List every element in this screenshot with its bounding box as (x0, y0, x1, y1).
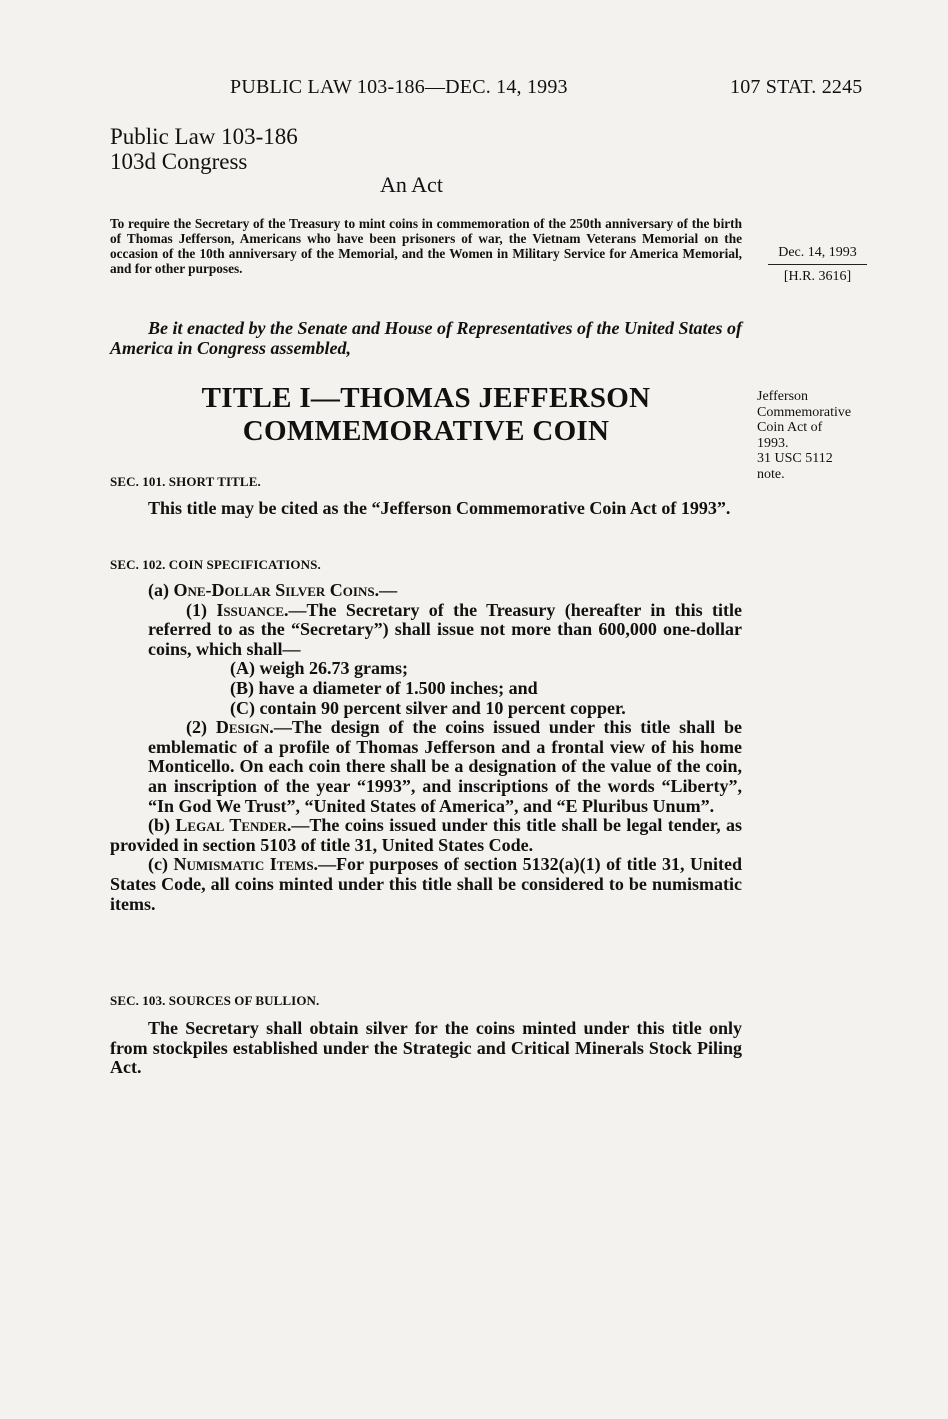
public-law-number: Public Law 103-186 (110, 124, 298, 149)
subsection-c-text: —For purposes of section 5132(a)(1) of title 31, United States Code, all coins minted under this title shall be considered to be numismatic items. (110, 854, 743, 914)
paragraph-a1-label: (1) (186, 599, 217, 620)
section-103-heading: SEC. 103. SOURCES OF BULLION. (110, 993, 320, 1008)
paragraph-a2 (110, 718, 742, 816)
margin-note-line: Commemorative (757, 404, 852, 420)
section-102-heading: SEC. 102. COIN SPECIFICATIONS. (110, 557, 321, 572)
paragraph-a1-heading: Issuance. (216, 599, 289, 620)
margin-note-line: Coin Act of (757, 420, 823, 435)
section-101-heading: SEC. 101. SHORT TITLE. (110, 474, 261, 489)
margin-note-line: note. (757, 466, 785, 482)
subsection-c-label: (c) (148, 854, 174, 875)
stat-page-number: 107 STAT. 2245 (730, 76, 863, 98)
margin-notes (757, 389, 887, 482)
margin-divider (768, 264, 867, 265)
subsection-a-dash: — (379, 580, 398, 600)
clause-a1-C: (C) contain 90 percent silver and 10 percent copper. (230, 697, 626, 718)
bill-number: [H.R. 3616] (783, 269, 852, 284)
margin-date-block (760, 242, 875, 287)
subsection-c-heading: Numismatic Items. (173, 854, 319, 875)
congress-label: 103d Congress (110, 149, 248, 174)
paragraph-a1-text: —The Secretary of the Treasury (hereafter in this title referred to as the “Secretary”) shall issue not more than 600,000 one-dollar coins, which shall— (148, 599, 742, 659)
enactment-date: Dec. 14, 1993 (778, 245, 857, 260)
subsection-b-heading: Legal Tender. (175, 815, 292, 836)
law-identification (110, 124, 298, 174)
paragraph-a1 (110, 601, 742, 660)
subsection-b-label: (b) (148, 815, 176, 836)
enacting-clause: Be it enacted by the Senate and House of Representatives of the United States of America in Congress assembled, (110, 318, 742, 358)
act-label: An Act (380, 172, 443, 197)
purpose-statement: To require the Secretary of the Treasury to mint coins in commemoration of the 250th anniversary of the birth of Thomas Jefferson, Americans who have been prisoners of war, the Vietnam Veterans Memorial on the occasion of the 10th anniversary of the Memorial, and the Women in Military Service for America Memorial, and for other purposes. (110, 216, 742, 276)
section-102-body (110, 581, 742, 914)
title-heading-line-2: COMMEMORATIVE COIN (242, 415, 610, 447)
subsection-b (110, 816, 742, 855)
margin-note-line: 1993. (757, 435, 789, 451)
subsection-a-label: (a) (148, 580, 174, 600)
subsection-a (110, 581, 742, 601)
subsection-a-heading: One-Dollar Silver Coins. (173, 580, 380, 600)
margin-note-line: Jefferson (757, 389, 809, 404)
subsection-b-text: —The coins issued under this title shall be legal tender, as provided in section 5103 of title 31, United States Code. (110, 815, 743, 855)
title-heading-line-1: TITLE I—THOMAS JEFFERSON (201, 382, 651, 414)
section-101-text: This title may be cited as the “Jefferson Commemorative Coin Act of 1993”. (148, 498, 731, 518)
running-title: PUBLIC LAW 103-186—DEC. 14, 1993 (230, 76, 568, 98)
margin-note-line: 31 USC 5112 (757, 451, 833, 466)
clause-a1-B: (B) have a diameter of 1.500 inches; and (230, 677, 538, 698)
paragraph-a2-heading: Design. (215, 717, 274, 738)
section-103-text: The Secretary shall obtain silver for the coins minted under this title only from stockpiles established under the Strategic and Critical Minerals Stock Piling Act. (110, 1018, 742, 1078)
title-heading (110, 382, 742, 448)
paragraph-a2-label: (2) (186, 717, 216, 738)
paragraph-a2-text: —The design of the coins issued under this title shall be emblematic of a profile of Thomas Jefferson and a frontal view of his home Monticello. On each coin there shall be a designation of the value of the coin, an inscription of the year “1993”, and inscriptions of the words “Liberty”, “In God We Trust”, “United States of America”, and “E Pluribus Unum”. (148, 717, 742, 816)
subsection-c (110, 855, 742, 914)
clause-a1-A: (A) weigh 26.73 grams; (230, 658, 408, 679)
